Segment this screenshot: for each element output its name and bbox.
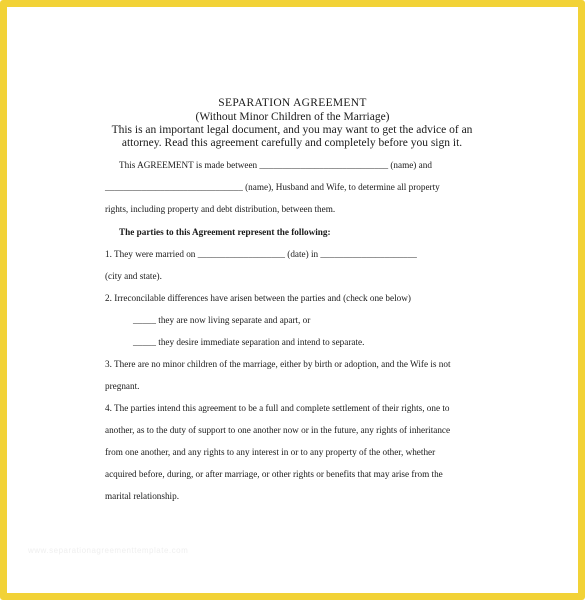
- document-title: SEPARATION AGREEMENT: [218, 97, 367, 109]
- clause-4-line-5: marital relationship.: [105, 491, 179, 501]
- clause-4-line-2: another, as to the duty of support to one another now or in the future, any rights of inheritance: [105, 425, 451, 435]
- clause-3-line-2: pregnant.: [105, 381, 140, 391]
- clause-2-option-1: _____ they are now living separate and apart, or: [133, 315, 311, 325]
- clause-2-line-1: 2. Irreconcilable differences have arisen between the parties and (check one below): [105, 293, 411, 303]
- agreement-parties-line-2: ______________________________ (name), Husband and Wife, to determine all property: [105, 182, 440, 192]
- watermark: www.separationagreementtemplate.com: [28, 546, 189, 555]
- clause-4-line-1: 4. The parties intend this agreement to be a full and complete settlement of their rights, one to: [105, 403, 450, 413]
- clause-2-option-2: _____ they desire immediate separation and intend to separate.: [133, 337, 365, 347]
- agreement-parties-line-1: This AGREEMENT is made between ____________________________ (name) and: [119, 160, 432, 170]
- clause-4-line-4: acquired before, during, or after marriage, or other rights or benefits that may arise from the: [105, 469, 443, 479]
- clause-1-line-2: (city and state).: [105, 271, 162, 281]
- document-subtitle: (Without Minor Children of the Marriage): [195, 111, 390, 123]
- clause-4-line-3: from one another, and any rights to any interest in or to any property of the other, whether: [105, 447, 436, 457]
- legal-notice: This is an important legal document, and you may want to get the advice of an attorney. Read this agreement carefully and completely before you sign it.: [111, 124, 473, 149]
- agreement-parties-line-3: rights, including property and debt distribution, between them.: [105, 204, 336, 214]
- representations-heading: The parties to this Agreement represent the following:: [119, 227, 331, 237]
- clause-1-line-1: 1. They were married on ___________________ (date) in _____________________: [105, 249, 417, 259]
- clause-3-line-1: 3. There are no minor children of the marriage, either by birth or adoption, and the Wife is not: [105, 359, 451, 369]
